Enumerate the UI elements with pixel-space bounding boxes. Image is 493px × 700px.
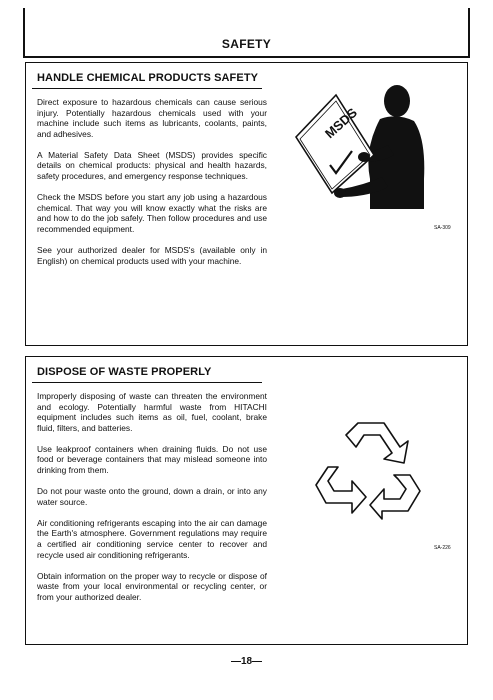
heading-rule <box>32 88 262 89</box>
paragraph: Improperly disposing of waste can threaten the environment and ecology. Potentially harmful waste from HITACHI equipment includes such items as oil, fuel, coolant, brake fluid, filters, and batteries. <box>37 391 267 433</box>
section-heading: HANDLE CHEMICAL PRODUCTS SAFETY <box>37 72 259 84</box>
paragraph: Use leakproof containers when draining fluids. Do not use food or beverage containers that may mislead someone into drinking from them. <box>37 443 267 476</box>
figure-code: SA-309 <box>434 225 451 231</box>
msds-label: MSDS <box>321 104 360 142</box>
paragraph: Obtain information on the proper way to recycle or dispose of waste from your local environmental or recycling center, or from your authorized dealer. <box>37 570 267 602</box>
paragraph: Check the MSDS before you start any job using a hazardous chemical. That way you will know exactly what the risks are and how to do the job safely. Then follow procedures and use recommended equipment. <box>37 192 267 234</box>
paragraph: Air conditioning refrigerants escaping into the air can damage the Earth's atmosphere. Government regulations may require a certified air conditioning service center to recover and recycle used air conditioning refrigerants. <box>37 517 267 560</box>
section-chemical-products <box>25 62 468 346</box>
person-body-icon <box>368 116 424 209</box>
paragraph: See your authorized dealer for MSDS's (available only in English) on chemical products used with your machine. <box>37 245 267 266</box>
recycle-icon <box>308 419 428 537</box>
section-dispose-waste <box>25 356 468 645</box>
paragraph: Direct exposure to hazardous chemicals can cause serious injury. Potentially hazardous chemicals used with your machine include such items as lubricants, coolants, paints, and adhesives. <box>37 97 267 139</box>
section-body <box>37 97 267 277</box>
page-number: —18— <box>230 656 263 667</box>
section-body <box>37 391 267 613</box>
msds-reader-illustration <box>284 79 434 214</box>
header-rule <box>23 56 470 58</box>
msds-sheet-icon <box>296 95 374 193</box>
figure-code: SA-226 <box>434 545 451 551</box>
paragraph: A Material Safety Data Sheet (MSDS) provides specific details on chemical products: physical and health hazards, safety procedures, and emergency response techniques. <box>37 149 267 182</box>
person-head-icon <box>384 85 410 117</box>
page-title: SAFETY <box>221 37 272 51</box>
heading-rule <box>32 382 262 383</box>
section-heading: DISPOSE OF WASTE PROPERLY <box>37 366 212 378</box>
paragraph: Do not pour waste onto the ground, down a drain, or into any water source. <box>37 486 267 507</box>
